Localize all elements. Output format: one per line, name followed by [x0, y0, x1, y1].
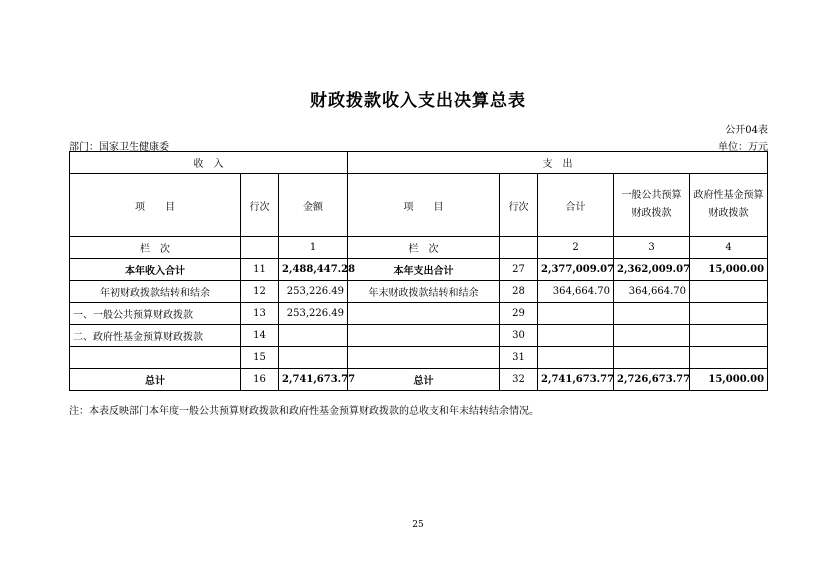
- column-4: 4: [690, 237, 768, 259]
- department-label: 部门：国家卫生健康委: [69, 142, 169, 153]
- expense-column-label: 栏 次: [348, 237, 500, 259]
- expense-row-no: 28: [500, 281, 538, 303]
- expense-row-no: 32: [500, 369, 538, 391]
- table-row: [70, 281, 768, 303]
- income-row-no: 14: [241, 325, 279, 347]
- expense-item: [348, 325, 500, 347]
- column-2: 2: [538, 237, 614, 259]
- table-row: [70, 259, 768, 281]
- expense-row-no: 31: [500, 347, 538, 369]
- expense-row-no: 27: [500, 259, 538, 281]
- budget-table: [69, 151, 768, 391]
- expense-total: 2,377,009.07: [538, 259, 614, 281]
- income-item: [70, 347, 241, 369]
- expense-general: [614, 325, 690, 347]
- income-amount-header: 金额: [279, 174, 348, 237]
- table-note: 注：本表反映部门本年度一般公共预算财政拨款和政府性基金预算财政拨款的总收支和年末结转结余情况。: [69, 406, 539, 417]
- expense-general: 2,726,673.77: [614, 369, 690, 391]
- income-amount: 253,226.49: [279, 281, 348, 303]
- expense-general: [614, 347, 690, 369]
- income-item: 总计: [70, 369, 241, 391]
- expense-fund: [690, 347, 768, 369]
- expense-item-header: 项 目: [348, 174, 500, 237]
- expense-total: [538, 303, 614, 325]
- income-item: 一、一般公共预算财政拨款: [70, 303, 241, 325]
- expense-row-no: 29: [500, 303, 538, 325]
- column-header-row: [70, 174, 768, 237]
- expense-total: [538, 325, 614, 347]
- income-amount: [279, 325, 348, 347]
- income-row-no: 16: [241, 369, 279, 391]
- income-row-no: 12: [241, 281, 279, 303]
- income-row-no: 15: [241, 347, 279, 369]
- income-amount: 2,488,447.28: [279, 259, 348, 281]
- expense-fund: 15,000.00: [690, 259, 768, 281]
- income-item-header: 项 目: [70, 174, 241, 237]
- income-item: 本年收入合计: [70, 259, 241, 281]
- column-3: 3: [614, 237, 690, 259]
- expense-item: [348, 347, 500, 369]
- income-section-header: 收 入: [70, 152, 348, 174]
- page-number: 25: [412, 520, 424, 530]
- income-item: 二、政府性基金预算财政拨款: [70, 325, 241, 347]
- column-1: 1: [279, 237, 348, 259]
- expense-total-header: 合计: [538, 174, 614, 237]
- unit-label: 单位：万元: [718, 142, 768, 153]
- expense-item: 年末财政拨款结转和结余: [348, 281, 500, 303]
- expense-general: 2,362,009.07: [614, 259, 690, 281]
- table-row: [70, 303, 768, 325]
- expense-item: 本年支出合计: [348, 259, 500, 281]
- expense-general: 364,664.70: [614, 281, 690, 303]
- gov-fund-header: 政府性基金预算财政拨款: [690, 174, 768, 237]
- table-row: [70, 325, 768, 347]
- form-number: 公开04表: [725, 125, 768, 136]
- section-header-row: [70, 152, 768, 174]
- expense-fund: [690, 303, 768, 325]
- expense-section-header: 支 出: [348, 152, 768, 174]
- income-amount: 2,741,673.77: [279, 369, 348, 391]
- income-item: 年初财政拨款结转和结余: [70, 281, 241, 303]
- expense-total: [538, 347, 614, 369]
- column-number-row: [70, 237, 768, 259]
- expense-general: [614, 303, 690, 325]
- expense-item: [348, 303, 500, 325]
- general-budget-header: 一般公共预算财政拨款: [614, 174, 690, 237]
- income-amount: [279, 347, 348, 369]
- income-row-no-header: 行次: [241, 174, 279, 237]
- income-column-label: 栏 次: [70, 237, 241, 259]
- page-title: 财政拨款收入支出决算总表: [310, 91, 526, 111]
- expense-total: 364,664.70: [538, 281, 614, 303]
- expense-item: 总计: [348, 369, 500, 391]
- income-row-no: 11: [241, 259, 279, 281]
- table-row: [70, 369, 768, 391]
- expense-total: 2,741,673.77: [538, 369, 614, 391]
- expense-row-no-header: 行次: [500, 174, 538, 237]
- income-row-no: 13: [241, 303, 279, 325]
- expense-fund: [690, 325, 768, 347]
- table-row: [70, 347, 768, 369]
- expense-fund: [690, 281, 768, 303]
- expense-row-no: 30: [500, 325, 538, 347]
- income-amount: 253,226.49: [279, 303, 348, 325]
- expense-fund: 15,000.00: [690, 369, 768, 391]
